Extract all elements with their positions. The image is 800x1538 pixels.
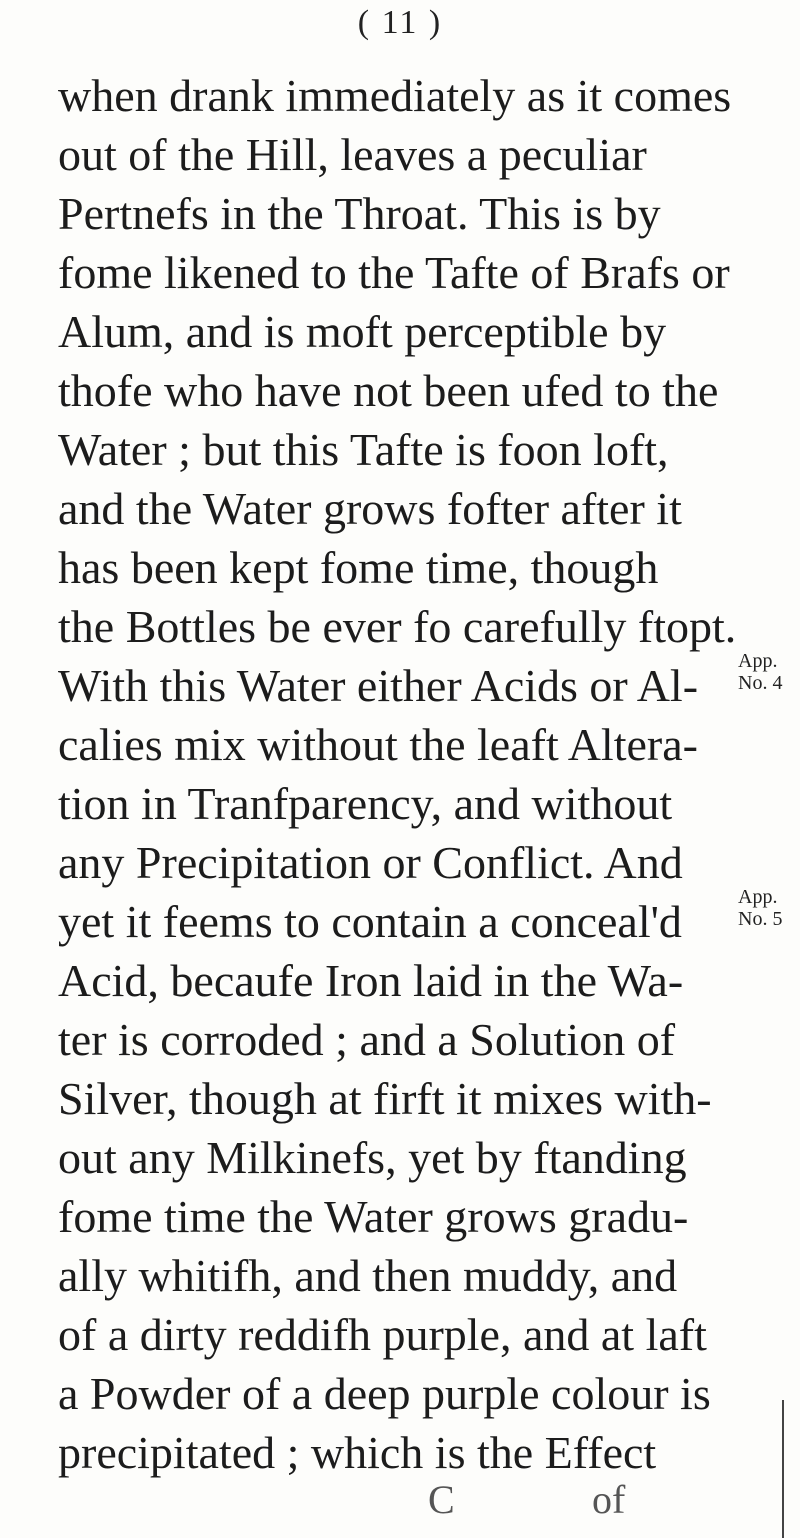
text-line: out any Milkinefs, yet by ftanding	[58, 1132, 687, 1183]
text-line: the Bottles be ever fo carefully ftopt.	[58, 601, 737, 652]
text-line: calies mix without the leaft Altera-	[58, 719, 698, 770]
margin-note-top: App.	[738, 886, 778, 908]
text-line: precipitated ; which is the Effect	[58, 1427, 657, 1478]
text-line: has been kept fome time, though	[58, 542, 659, 593]
text-line: Silver, though at firft it mixes with-	[58, 1073, 712, 1124]
text-line: thofe who have not been ufed to the	[58, 365, 719, 416]
margin-note-bottom: No. 4	[738, 672, 783, 694]
text-line: Water ; but this Tafte is foon loft,	[58, 424, 669, 475]
text-line: any Precipitation or Conflict. And	[58, 837, 683, 888]
margin-note-appendix	[738, 650, 782, 694]
text-line: fome likened to the Tafte of Brafs or	[58, 247, 730, 298]
text-line: ally whitifh, and then muddy, and	[58, 1250, 678, 1301]
catchword: of	[592, 1477, 626, 1522]
text-line: when drank immediately as it comes	[58, 70, 732, 121]
text-line: Alum, and is moft perceptible by	[58, 306, 667, 357]
text-line: With this Water either Acids or Al-	[58, 660, 699, 711]
text-line: out of the Hill, leaves a peculiar	[58, 129, 647, 180]
margin-note-bottom: No. 5	[738, 908, 783, 930]
text-line: and the Water grows fofter after it	[58, 483, 682, 534]
page-footer	[0, 1476, 800, 1536]
page-number: ( 11 )	[357, 4, 443, 41]
margin-note-appendix	[738, 886, 782, 930]
text-line: a Powder of a deep purple colour is	[58, 1368, 711, 1419]
text-line: Pertnefs in the Throat. This is by	[58, 188, 661, 239]
text-line: Acid, becaufe Iron laid in the Wa-	[58, 955, 684, 1006]
signature-mark: C	[428, 1477, 455, 1522]
page-edge-line	[782, 1400, 784, 1538]
text-line: ter is corroded ; and a Solution of	[58, 1014, 676, 1065]
text-line: of a dirty reddifh purple, and at laft	[58, 1309, 707, 1360]
text-line: yet it feems to contain a conceal'd	[58, 896, 682, 947]
text-line: fome time the Water grows gradu-	[58, 1191, 689, 1242]
margin-note-top: App.	[738, 650, 778, 672]
text-line: tion in Tranfparency, and without	[58, 778, 673, 829]
